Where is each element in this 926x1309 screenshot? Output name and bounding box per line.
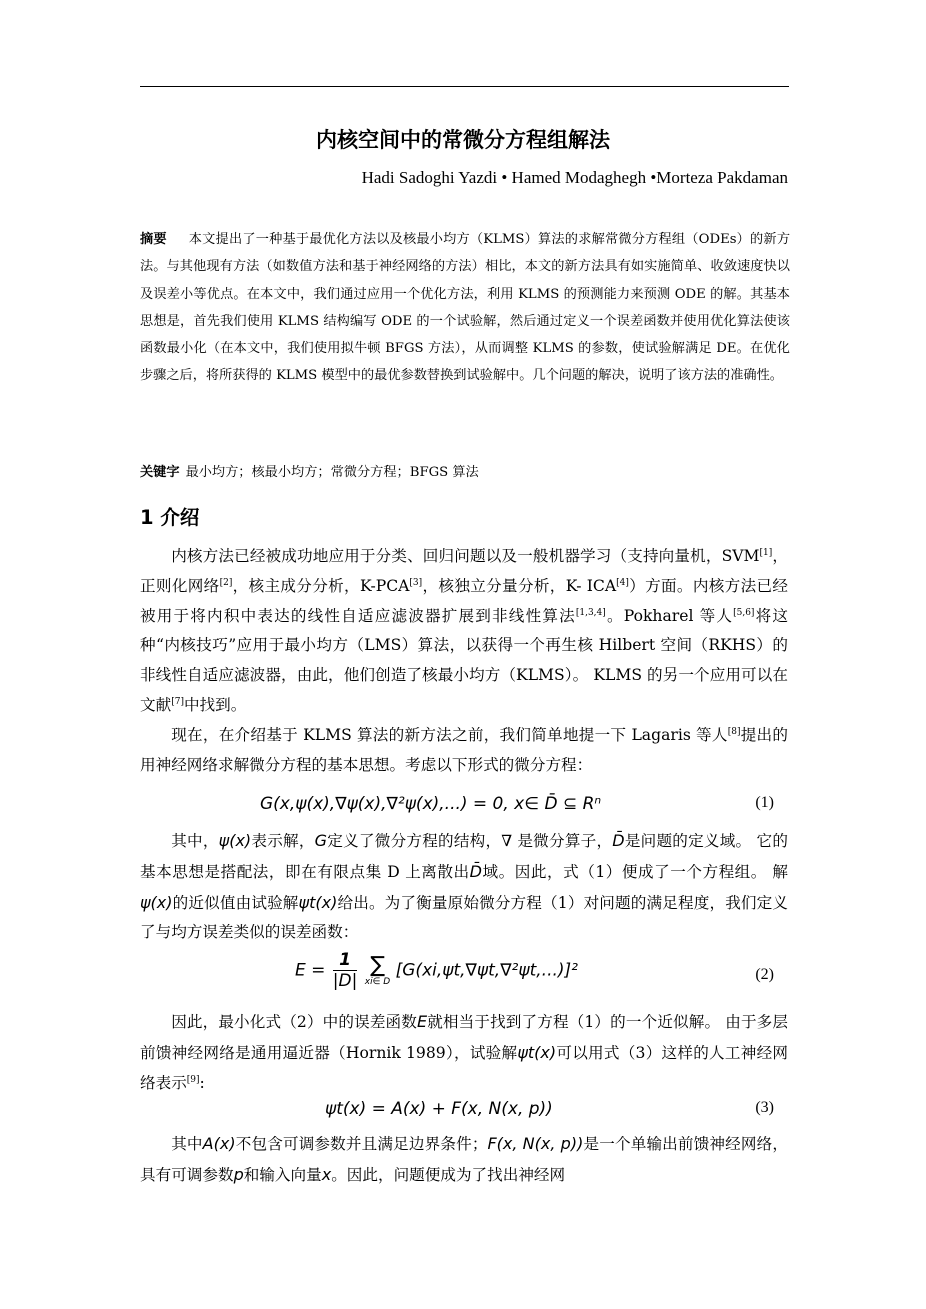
equation-3 (140, 1099, 788, 1127)
body-block-4 (140, 1129, 788, 1191)
keywords-text: 最小均方；核最小均方；常微分方程；BFGS 算法 (185, 465, 479, 480)
citation: [4] (616, 577, 629, 588)
paragraph-2: 现在，在介绍基于 KLMS 算法的新方法之前，我们简单地提一下 Lagaris 等人[8]提出的用神经网络求解微分方程的基本思想。考虑以下形式的微分方程： (140, 725, 788, 774)
body-block-3 (140, 1007, 788, 1098)
equation-3-formula: ψt(x) = A(x) + F(x, N(x, p)) (325, 1099, 553, 1119)
citation: [7] (171, 696, 184, 707)
keywords (140, 461, 479, 480)
citation: [9] (186, 1074, 200, 1085)
body-block-2 (140, 826, 788, 948)
citation: [1,3,4] (575, 607, 606, 618)
header-rule (140, 86, 789, 87)
paragraph-1: 内核方法已经被成功地应用于分类、回归问题以及一般机器学习（支持向量机，SVM[1]，正则化网络[2]，核主成分分析，K-PCA[3]，核独立分量分析，K- ICA[4]）方面。内核方法已经被用于将内积中表达的线性自适应滤波器扩展到非线性算法[1,3,4]。Pokharel 等人[5,6]将这种“内核技巧”应用于最小均方（LMS）算法，以获得一个再生核 Hilbert 空间（RKHS）的非线性自适应滤波器，由此，他们创造了核最小均方（KLMS）。 KLMS 的另一个应用可以在文献[7]中找到。 (140, 547, 789, 714)
citation: [8] (727, 726, 741, 737)
body-block-1 (140, 542, 788, 780)
equation-1-formula: G(x,ψ(x),∇ψ(x),∇²ψ(x),...) = 0, x∈ D̄ ⊆ Rⁿ (260, 794, 602, 814)
equation-2-formula: E = $\frac{1}{|D|}$ ∑ xi∈ D [G(xi,ψt,∇ψt,∇²ψt,...)]² (295, 950, 578, 991)
section-title: 1 介绍 (140, 506, 200, 529)
equation-1 (140, 794, 788, 822)
citation: [2] (219, 577, 233, 588)
keywords-label: 关键字 (140, 465, 180, 480)
paragraph-4: 因此，最小化式（2）中的误差函数E就相当于找到了方程（1）的一个近似解。 由于多层前馈神经网络是通用逼近器（Hornik 1989），试验解ψt(x)可以用式（3）这样的人工神经网络表示[9]: (140, 1012, 788, 1092)
equation-2 (140, 950, 788, 1000)
equation-3-number: (3) (755, 1099, 774, 1116)
paper-title: 内核空间中的常微分方程组解法 (316, 128, 610, 152)
equation-1-number: (1) (755, 794, 774, 811)
paper-authors: Hadi Sadoghi Yazdi • Hamed Modaghegh •Morteza Pakdaman (361, 168, 788, 187)
paragraph-3: 其中，ψ(x)表示解，G定义了微分方程的结构，∇ 是微分算子，D̄是问题的定义域。 它的基本思想是搭配法，即在有限点集 D 上离散出D̄域。因此，式（1）便成了一个方程组。 解ψ(x)的近似值由试验解ψt(x)给出。为了衡量原始微分方程（1）对问题的满足程度，我们定义了与均方误差类似的误差函数： (140, 831, 788, 942)
equation-2-number: (2) (755, 966, 774, 983)
citation: [3] (409, 577, 423, 588)
abstract (140, 226, 790, 390)
citation: [5,6] (733, 607, 755, 618)
abstract-label: 摘要 (140, 232, 167, 247)
abstract-text: 本文提出了一种基于最优化方法以及核最小均方（KLMS）算法的求解常微分方程组（ODEs）的新方法。与其他现有方法（如数值方法和基于神经网络的方法）相比，本文的新方法具有如实施简单、收敛速度快以及误差小等优点。在本文中，我们通过应用一个优化方法，利用 KLMS 的预测能力来预测 ODE 的解。其基本思想是，首先我们使用 KLMS 结构编写 ODE 的一个试验解，然后通过定义一个误差函数并使用优化算法使该函数最小化（在本文中，我们使用拟牛顿 BFGS 方法），从而调整 KLMS 的参数，使试验解满足 DE。在优化步骤之后，将所获得的 KLMS 模型中的最优参数替换到试验解中。几个问题的解决，说明了该方法的准确性。 (140, 232, 791, 384)
paragraph-5: 其中A(x)不包含可调参数并且满足边界条件；F(x, N(x, p))是一个单输出前馈神经网络，具有可调参数p和输入向量x。因此，问题便成为了找出神经网 (140, 1134, 788, 1184)
citation: [1] (759, 548, 773, 558)
